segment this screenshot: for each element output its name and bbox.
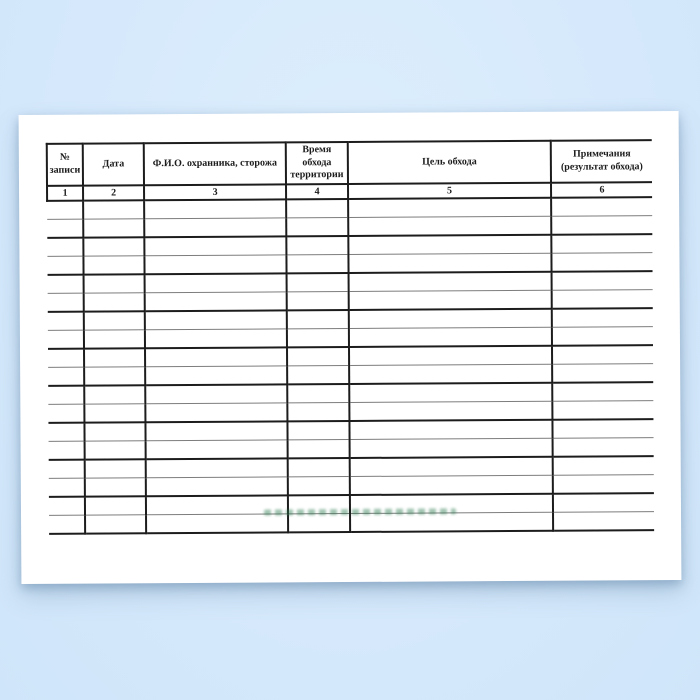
empty-cell <box>48 293 84 312</box>
empty-cell <box>349 382 552 402</box>
empty-cell <box>85 514 146 533</box>
empty-cell <box>48 274 84 293</box>
empty-cell <box>145 328 287 347</box>
empty-cell <box>552 419 653 438</box>
empty-cell <box>47 219 83 238</box>
empty-cell <box>144 254 286 273</box>
empty-cell <box>49 459 85 478</box>
empty-cell <box>552 363 653 382</box>
empty-cell <box>49 515 85 534</box>
empty-cell <box>348 216 551 236</box>
empty-cell <box>83 200 144 219</box>
empty-cell <box>553 493 654 512</box>
log-body <box>47 197 654 534</box>
column-number-5: 5 <box>348 182 551 198</box>
empty-cell <box>287 384 349 403</box>
empty-cell <box>349 401 552 421</box>
empty-cell <box>145 402 287 421</box>
empty-cell <box>84 422 145 441</box>
empty-cell <box>84 348 145 367</box>
empty-cell <box>48 422 84 441</box>
empty-cell <box>48 348 84 367</box>
empty-cell <box>287 347 349 366</box>
empty-cell <box>552 400 653 419</box>
col-header-patrol-purpose: Цель обхода <box>348 141 551 184</box>
empty-cell <box>48 385 84 404</box>
empty-cell <box>84 403 145 422</box>
empty-cell <box>349 419 552 439</box>
empty-cell <box>286 217 348 236</box>
empty-cell <box>47 256 83 275</box>
empty-cell <box>144 217 286 236</box>
document-sheet <box>19 111 682 584</box>
empty-cell <box>286 236 348 255</box>
empty-cell <box>551 252 652 271</box>
empty-cell <box>145 291 287 310</box>
empty-cell <box>552 382 653 401</box>
empty-cell <box>144 236 286 255</box>
empty-cell <box>350 438 553 458</box>
empty-cell <box>551 197 652 216</box>
empty-cell <box>85 459 146 478</box>
empty-cell <box>85 477 146 496</box>
empty-cell <box>145 421 287 440</box>
empty-cell <box>350 475 553 495</box>
empty-cell <box>145 310 287 329</box>
column-number-3: 3 <box>144 184 286 200</box>
empty-cell <box>84 274 145 293</box>
empty-cell <box>47 237 83 256</box>
empty-cell <box>348 197 551 217</box>
col-header-date: Дата <box>83 143 144 185</box>
empty-cell <box>287 365 349 384</box>
empty-cell <box>286 254 348 273</box>
empty-cell <box>84 292 145 311</box>
col-header-patrol-time: Время обхода территории <box>286 142 348 184</box>
empty-cell <box>83 237 144 256</box>
empty-cell <box>551 215 652 234</box>
empty-cell <box>146 476 288 495</box>
column-number-6: 6 <box>551 182 652 198</box>
empty-cell <box>287 402 349 421</box>
watermark <box>264 508 456 515</box>
empty-cell <box>287 291 349 310</box>
empty-cell <box>145 347 287 366</box>
empty-cell <box>84 385 145 404</box>
empty-cell <box>287 421 349 440</box>
empty-cell <box>349 345 552 365</box>
empty-cell <box>553 474 654 493</box>
empty-cell <box>286 199 348 218</box>
empty-cell <box>552 289 653 308</box>
empty-cell <box>350 456 553 476</box>
empty-cell <box>49 496 85 515</box>
empty-cell <box>48 404 84 423</box>
empty-cell <box>49 441 85 460</box>
header-row <box>47 140 652 185</box>
empty-cell <box>84 311 145 330</box>
column-number-4: 4 <box>286 184 348 199</box>
empty-cell <box>287 328 349 347</box>
empty-cell <box>552 326 653 345</box>
empty-cell <box>47 200 83 219</box>
empty-cell <box>146 513 288 532</box>
empty-cell <box>553 511 654 530</box>
patrol-log-table <box>46 139 654 534</box>
column-number-1: 1 <box>47 185 83 200</box>
col-header-guard-name: Ф.И.О. охранника, сторожа <box>144 142 286 184</box>
empty-cell <box>48 330 84 349</box>
empty-cell <box>83 218 144 237</box>
table-header <box>47 140 652 200</box>
empty-cell <box>85 440 146 459</box>
empty-cell <box>349 271 552 291</box>
empty-cell <box>145 365 287 384</box>
empty-cell <box>552 345 653 364</box>
empty-cell <box>145 273 287 292</box>
empty-cell <box>48 311 84 330</box>
empty-cell <box>552 308 653 327</box>
empty-cell <box>49 478 85 497</box>
empty-cell <box>48 367 84 386</box>
empty-cell <box>83 255 144 274</box>
empty-cell <box>348 234 551 254</box>
empty-cell <box>146 458 288 477</box>
empty-cell <box>552 271 653 290</box>
empty-cell <box>349 290 552 310</box>
empty-cell <box>287 273 349 292</box>
empty-cell <box>349 327 552 347</box>
empty-cell <box>84 329 145 348</box>
empty-cell <box>553 437 654 456</box>
empty-cell <box>348 253 551 273</box>
empty-cell <box>288 476 350 495</box>
column-number-2: 2 <box>83 185 144 200</box>
empty-cell <box>288 458 350 477</box>
empty-cell <box>349 364 552 384</box>
empty-cell <box>145 384 287 403</box>
empty-cell <box>288 513 350 532</box>
empty-cell <box>84 366 145 385</box>
empty-cell <box>553 456 654 475</box>
empty-cell <box>287 310 349 329</box>
empty-cell <box>349 308 552 328</box>
empty-cell <box>551 234 652 253</box>
col-header-notes: Примечания (результат обхода) <box>551 140 652 182</box>
col-header-entry-number: № записи <box>47 144 83 186</box>
empty-cell <box>144 199 286 218</box>
empty-cell <box>85 496 146 515</box>
empty-cell <box>288 439 350 458</box>
empty-cell <box>146 439 288 458</box>
